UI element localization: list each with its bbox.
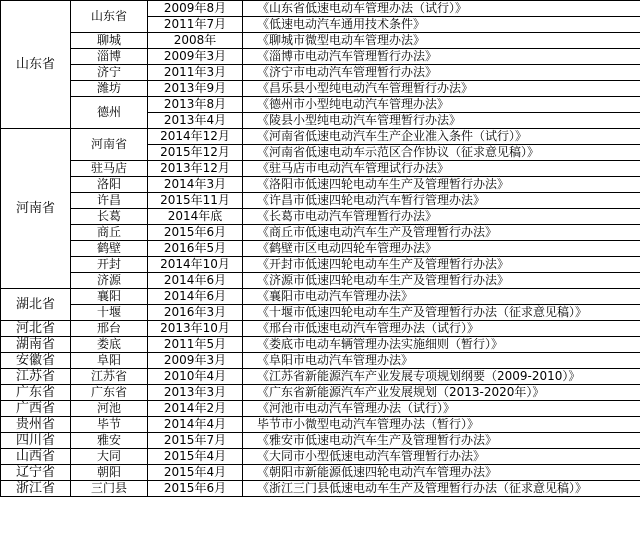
policy-cell: 《河南省低速电动汽车生产企业准入条件（试行）》 bbox=[243, 129, 640, 145]
date-cell: 2013年4月 bbox=[148, 113, 243, 129]
table-row bbox=[1, 433, 640, 449]
city-cell: 济源 bbox=[71, 273, 148, 289]
policy-cell: 《十堰市低速四轮电动车生产及管理暂行办法（征求意见稿）》 bbox=[243, 305, 640, 321]
date-cell: 2014年12月 bbox=[148, 129, 243, 145]
policy-cell: 《聊城市微型电动车管理办法》 bbox=[243, 33, 640, 49]
date-cell: 2014年6月 bbox=[148, 289, 243, 305]
date-cell: 2015年12月 bbox=[148, 145, 243, 161]
table-row bbox=[1, 321, 640, 337]
province-cell: 河南省 bbox=[1, 129, 71, 289]
policy-cell: 《大同市小型低速电动汽车管理暂行办法》 bbox=[243, 449, 640, 465]
city-cell: 潍坊 bbox=[71, 81, 148, 97]
date-cell: 2015年4月 bbox=[148, 449, 243, 465]
city-cell: 河池 bbox=[71, 401, 148, 417]
city-cell: 洛阳 bbox=[71, 177, 148, 193]
policy-cell: 《邢台市低速电动汽车管理办法（试行）》 bbox=[243, 321, 640, 337]
table-row bbox=[1, 1, 640, 17]
policy-cell: 《山东省低速电动车管理办法（试行）》 bbox=[243, 1, 640, 17]
policy-cell: 《鹤壁市区电动四轮车管理办法》 bbox=[243, 241, 640, 257]
province-cell: 安徽省 bbox=[1, 353, 71, 369]
policy-cell: 《德州市小型纯电动汽车管理办法》 bbox=[243, 97, 640, 113]
city-cell: 雅安 bbox=[71, 433, 148, 449]
policy-cell: 《长葛市电动汽车管理暂行办法》 bbox=[243, 209, 640, 225]
city-cell: 商丘 bbox=[71, 225, 148, 241]
date-cell: 2014年4月 bbox=[148, 417, 243, 433]
policy-cell: 《昌乐县小型纯电动汽车管理暂行办法》 bbox=[243, 81, 640, 97]
policy-cell: 《娄底市电动车辆管理办法实施细则（暂行）》 bbox=[243, 337, 640, 353]
province-cell: 四川省 bbox=[1, 433, 71, 449]
city-cell: 德州 bbox=[71, 97, 148, 129]
policy-cell: 《济源市低速四轮电动车生产及管理暂行办法》 bbox=[243, 273, 640, 289]
city-cell: 广东省 bbox=[71, 385, 148, 401]
policy-cell: 《洛阳市低速四轮电动车生产及管理暂行办法》 bbox=[243, 177, 640, 193]
date-cell: 2016年3月 bbox=[148, 305, 243, 321]
city-cell: 邢台 bbox=[71, 321, 148, 337]
date-cell: 2011年3月 bbox=[148, 65, 243, 81]
table-row bbox=[1, 225, 640, 241]
policy-cell: 《开封市低速四轮电动车生产及管理暂行办法》 bbox=[243, 257, 640, 273]
policy-cell: 《江苏省新能源汽车产业发展专项规划纲要（2009-2010）》 bbox=[243, 369, 640, 385]
table-row bbox=[1, 33, 640, 49]
date-cell: 2013年9月 bbox=[148, 81, 243, 97]
city-cell: 襄阳 bbox=[71, 289, 148, 305]
policy-cell: 《朝阳市新能源低速四轮电动汽车管理办法》 bbox=[243, 465, 640, 481]
date-cell: 2016年5月 bbox=[148, 241, 243, 257]
province-cell: 湖南省 bbox=[1, 337, 71, 353]
date-cell: 2011年7月 bbox=[148, 17, 243, 33]
date-cell: 2013年3月 bbox=[148, 385, 243, 401]
city-cell: 毕节 bbox=[71, 417, 148, 433]
table-row bbox=[1, 257, 640, 273]
table-row bbox=[1, 289, 640, 305]
date-cell: 2014年10月 bbox=[148, 257, 243, 273]
date-cell: 2013年12月 bbox=[148, 161, 243, 177]
policy-table-body bbox=[1, 1, 640, 497]
policy-cell: 《阜阳市电动汽车管理办法》 bbox=[243, 353, 640, 369]
province-cell: 广东省 bbox=[1, 385, 71, 401]
province-cell: 广西省 bbox=[1, 401, 71, 417]
table-row bbox=[1, 417, 640, 433]
table-row bbox=[1, 481, 640, 497]
table-row bbox=[1, 81, 640, 97]
policy-cell: 《河池市电动汽车管理办法（试行）》 bbox=[243, 401, 640, 417]
policy-cell: 《雅安市低速电动汽车生产及管理暂行办法》 bbox=[243, 433, 640, 449]
table-row bbox=[1, 177, 640, 193]
table-row bbox=[1, 193, 640, 209]
policy-cell: 《襄阳市电动汽车管理办法》 bbox=[243, 289, 640, 305]
table-row bbox=[1, 49, 640, 65]
date-cell: 2015年4月 bbox=[148, 465, 243, 481]
city-cell: 大同 bbox=[71, 449, 148, 465]
city-cell: 阜阳 bbox=[71, 353, 148, 369]
city-cell: 开封 bbox=[71, 257, 148, 273]
date-cell: 2014年2月 bbox=[148, 401, 243, 417]
city-cell: 长葛 bbox=[71, 209, 148, 225]
city-cell: 鹤壁 bbox=[71, 241, 148, 257]
province-cell: 河北省 bbox=[1, 321, 71, 337]
policy-cell: 《低速电动汽车通用技术条件》 bbox=[243, 17, 640, 33]
date-cell: 2008年 bbox=[148, 33, 243, 49]
city-cell: 济宁 bbox=[71, 65, 148, 81]
table-row bbox=[1, 65, 640, 81]
date-cell: 2009年3月 bbox=[148, 49, 243, 65]
policy-cell: 《驻马店市电动汽车管理试行办法》 bbox=[243, 161, 640, 177]
policy-cell: 《济宁市电动汽车管理暂行办法》 bbox=[243, 65, 640, 81]
date-cell: 2011年5月 bbox=[148, 337, 243, 353]
date-cell: 2014年6月 bbox=[148, 273, 243, 289]
table-row bbox=[1, 449, 640, 465]
table-row bbox=[1, 97, 640, 113]
table-row bbox=[1, 353, 640, 369]
date-cell: 2009年3月 bbox=[148, 353, 243, 369]
date-cell: 2014年3月 bbox=[148, 177, 243, 193]
table-row bbox=[1, 385, 640, 401]
policy-cell: 《广东省新能源汽车产业发展规划（2013-2020年）》 bbox=[243, 385, 640, 401]
province-cell: 湖北省 bbox=[1, 289, 71, 321]
policy-cell: 毕节市小微型电动汽车管理办法（暂行）》 bbox=[243, 417, 640, 433]
policy-cell: 《陵县小型纯电动汽车管理暂行办法》 bbox=[243, 113, 640, 129]
table-row bbox=[1, 369, 640, 385]
city-cell: 驻马店 bbox=[71, 161, 148, 177]
city-cell: 十堰 bbox=[71, 305, 148, 321]
city-cell: 山东省 bbox=[71, 1, 148, 33]
province-cell: 山西省 bbox=[1, 449, 71, 465]
city-cell: 三门县 bbox=[71, 481, 148, 497]
province-cell: 山东省 bbox=[1, 1, 71, 129]
date-cell: 2015年6月 bbox=[148, 225, 243, 241]
city-cell: 朝阳 bbox=[71, 465, 148, 481]
city-cell: 聊城 bbox=[71, 33, 148, 49]
policy-cell: 《淄博市电动汽车管理暂行办法》 bbox=[243, 49, 640, 65]
table-row bbox=[1, 305, 640, 321]
table-row bbox=[1, 273, 640, 289]
city-cell: 淄博 bbox=[71, 49, 148, 65]
city-cell: 河南省 bbox=[71, 129, 148, 161]
date-cell: 2010年4月 bbox=[148, 369, 243, 385]
table-row bbox=[1, 401, 640, 417]
province-cell: 贵州省 bbox=[1, 417, 71, 433]
table-row bbox=[1, 241, 640, 257]
province-cell: 江苏省 bbox=[1, 369, 71, 385]
city-cell: 许昌 bbox=[71, 193, 148, 209]
policy-cell: 《浙江三门县低速电动车生产及管理暂行办法（征求意见稿）》 bbox=[243, 481, 640, 497]
city-cell: 娄底 bbox=[71, 337, 148, 353]
date-cell: 2014年底 bbox=[148, 209, 243, 225]
table-row bbox=[1, 337, 640, 353]
date-cell: 2009年8月 bbox=[148, 1, 243, 17]
table-row bbox=[1, 129, 640, 145]
date-cell: 2015年7月 bbox=[148, 433, 243, 449]
policy-cell: 《商丘市低速电动汽车生产及管理暂行办法》 bbox=[243, 225, 640, 241]
policy-cell: 《河南省低速电动车示范区合作协议（征求意见稿）》 bbox=[243, 145, 640, 161]
province-cell: 浙江省 bbox=[1, 481, 71, 497]
city-cell: 江苏省 bbox=[71, 369, 148, 385]
table-row bbox=[1, 209, 640, 225]
date-cell: 2013年8月 bbox=[148, 97, 243, 113]
date-cell: 2013年10月 bbox=[148, 321, 243, 337]
table-row bbox=[1, 465, 640, 481]
province-cell: 辽宁省 bbox=[1, 465, 71, 481]
table-row bbox=[1, 161, 640, 177]
date-cell: 2015年6月 bbox=[148, 481, 243, 497]
date-cell: 2015年11月 bbox=[148, 193, 243, 209]
policy-cell: 《许昌市低速四轮电动汽车暂行管理办法》 bbox=[243, 193, 640, 209]
